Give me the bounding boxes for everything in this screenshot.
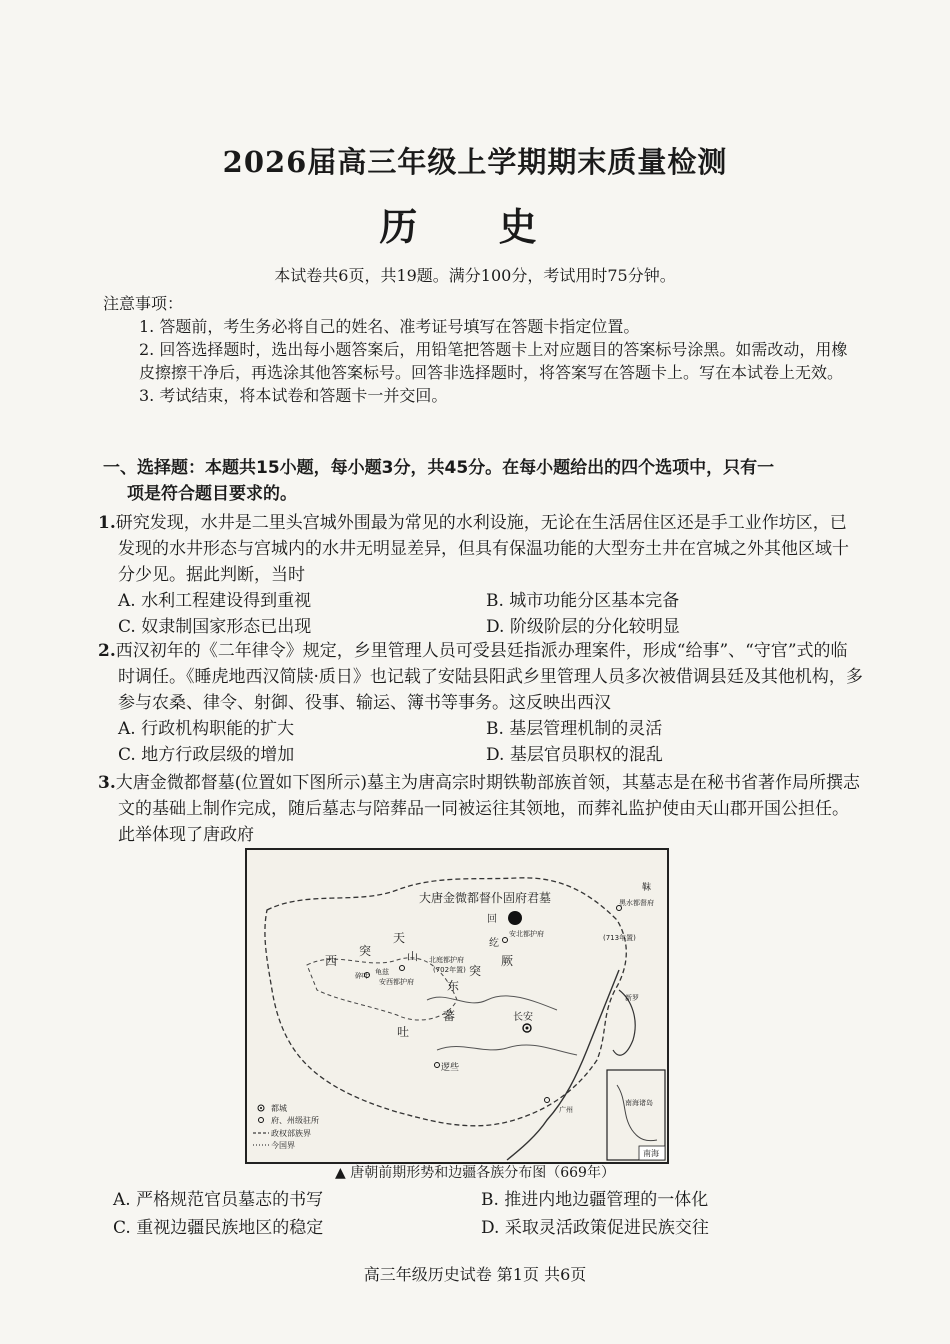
- map-label-xi: 西: [325, 954, 338, 968]
- map-label-tianshan: 天: [393, 931, 406, 945]
- map-label-qiuci: 龟兹: [375, 968, 389, 976]
- tang-map-drawing: [247, 850, 667, 1162]
- yellow-river: [427, 996, 557, 1010]
- option-list: [98, 588, 863, 640]
- tang-territory-outline: [265, 878, 626, 1126]
- question-stem: [98, 770, 863, 848]
- legend-prefecture-icon: [259, 1118, 264, 1123]
- section-heading-line: 项是符合题目要求的。: [127, 484, 297, 504]
- question-number: 3.: [98, 773, 116, 793]
- option-c: C. 奴隶制国家形态已出现: [118, 617, 312, 637]
- map-label-anxi: 安西都护府: [379, 978, 414, 986]
- notice-item: 3. 考试结束，将本试卷和答题卡一并交回。: [139, 386, 448, 405]
- notice-heading: 注意事项：: [103, 294, 184, 313]
- prefecture-marker: [435, 1063, 440, 1068]
- map-label-jue1: 突: [469, 964, 482, 978]
- option-c: C. 重视边疆民族地区的稳定: [113, 1218, 324, 1238]
- legend-label: 今国界: [271, 1141, 295, 1150]
- question-1: [98, 510, 863, 640]
- map-label-suiye: 碎叶: [355, 972, 369, 980]
- map-caption: ▲ 唐朝前期形势和边疆各族分布图（669年）: [335, 1165, 615, 1181]
- map-label-luoxie: 逻些: [441, 1063, 460, 1073]
- notice-item: 1. 答题前，考生务必将自己的姓名、准考证号填写在答题卡指定位置。: [139, 317, 640, 336]
- option-a: A. 严格规范官员墓志的书写: [113, 1190, 324, 1210]
- map-label-xinluo: 新罗: [625, 994, 639, 1002]
- prefecture-marker: [545, 1098, 550, 1103]
- section-heading: [103, 455, 863, 507]
- map-label-nanhai-islands: 南海诸岛: [625, 1099, 653, 1107]
- subject-title: 历 史: [379, 204, 571, 249]
- map-label-beiting: 北庭都护府: [429, 956, 464, 964]
- map-legend: [253, 1103, 319, 1150]
- map-label-ge: 纥: [489, 938, 499, 949]
- section-heading-line: 一、选择题：本题共15小题，每小题3分，共45分。在每小题给出的四个选项中，只有一: [103, 458, 775, 478]
- option-d: D. 基层官员职权的混乱: [486, 745, 663, 765]
- question-text: 研究发现，水井是二里头宫城外围最为常见的水利设施，无论在生活居住区还是手工业作坊区，已发现的水井形态与宫城内的水井无明显差异，但具有保温功能的大型夯土井在宫城之外其他区域十分少见。据此判断，当时: [115, 513, 849, 585]
- map-label-guangzhou: 广州: [559, 1106, 573, 1114]
- exam-title: 2026届高三年级上学期期末质量检测: [222, 145, 728, 179]
- map-label-tu: 突: [359, 944, 372, 958]
- tang-map: [245, 848, 669, 1164]
- map-label-jue2: 厥: [501, 954, 514, 968]
- option-b: B. 基层管理机制的灵活: [486, 719, 663, 739]
- option-a: A. 水利工程建设得到重视: [118, 591, 312, 611]
- legend-label: 府、州级驻所: [271, 1116, 319, 1125]
- south-sea-inset: [607, 1070, 665, 1160]
- question-text: 西汉初年的《二年律令》规定，乡里管理人员可受县廷指派办理案件，形成“给事”、“守官”式的临时调任。《睡虎地西汉简牍·质日》也记载了安陆县阳武乡里管理人员多次被借调县廷及其他机构，多参与农桑、律令、射御、役事、输运、簿书等事务。这反映出西汉: [115, 641, 863, 713]
- option-d: D. 采取灵活政策促进民族交往: [481, 1218, 709, 1238]
- legend-label: 都城: [271, 1104, 287, 1113]
- question-stem: [98, 510, 863, 588]
- notice-item: 2. 回答选择题时，选出每小题答案后，用铅笔把答题卡上对应题目的答案标号涂黑。如需改动，用橡皮擦擦干净后，再选涂其他答案标号。回答非选择题时，将答案写在答题卡上。写在本试卷上无效。: [139, 340, 848, 382]
- yangtze-river: [437, 1045, 577, 1055]
- map-label-tubo1: 吐: [397, 1025, 410, 1039]
- map-label-shan: 山: [407, 950, 418, 963]
- option-b: B. 城市功能分区基本完备: [486, 591, 680, 611]
- legend-label: 政权部族界: [271, 1129, 311, 1138]
- question-text: 大唐金微都督墓(位置如下图所示)墓主为唐高宗时期铁勒部族首领，其墓志是在秘书省著作局所撰志文的基础上制作完成，随后墓志与陪葬品一同被运往其领地，而葬礼监护使由天山郡开国公担任。此举体现了唐政府: [115, 773, 861, 845]
- notice-block: [103, 292, 863, 407]
- question-stem: [98, 638, 863, 716]
- option-b: B. 推进内地边疆管理的一体化: [481, 1190, 709, 1210]
- exam-info: 本试卷共6页，共19题。满分100分，考试用时75分钟。: [274, 266, 676, 285]
- prefecture-marker: [503, 938, 508, 943]
- map-label-changan: 长安: [513, 1012, 533, 1023]
- map-label-tomb: 大唐金微都督仆固府君墓: [419, 891, 552, 905]
- question-number: 2.: [98, 641, 116, 661]
- map-label-mo: 靺: [642, 883, 652, 893]
- map-label-nanhai: 南海: [643, 1149, 659, 1158]
- capital-marker-dot: [526, 1027, 529, 1030]
- map-label-tubo2: 蕃: [443, 1009, 456, 1023]
- question-number: 1.: [98, 513, 116, 533]
- option-c: C. 地方行政层级的增加: [118, 745, 295, 765]
- question-3: [98, 770, 863, 848]
- map-label-heishui: 黑水都督府: [619, 899, 654, 907]
- map-label-713: (713年置): [603, 934, 636, 942]
- option-list: [113, 1186, 873, 1242]
- map-label-beiting-year: (702年置): [433, 966, 466, 974]
- option-list: [98, 716, 863, 768]
- question-2: [98, 638, 863, 768]
- map-label-dong: 东: [447, 979, 460, 993]
- map-label-anbei: 安北都护府: [509, 930, 544, 938]
- option-d: D. 阶级阶层的分化较明显: [486, 617, 680, 637]
- option-a: A. 行政机构职能的扩大: [118, 719, 295, 739]
- prefecture-marker: [400, 966, 405, 971]
- page-footer: 高三年级历史试卷 第1页 共6页: [363, 1265, 587, 1284]
- map-label-huihe: 回: [487, 914, 497, 925]
- tomb-marker: [508, 911, 522, 925]
